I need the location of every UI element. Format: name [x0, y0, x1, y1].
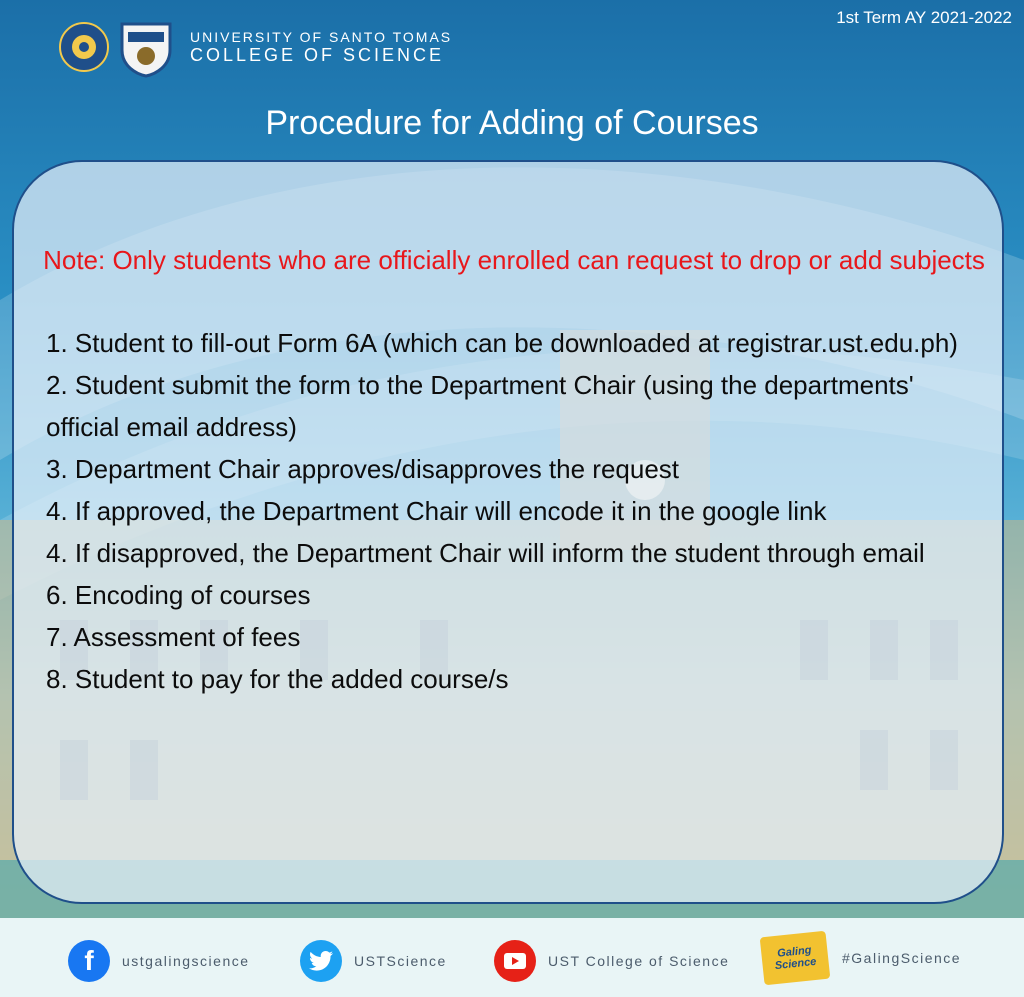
step-item: 7. Assessment of fees: [46, 622, 301, 652]
hashtag: #GalingScience: [842, 950, 962, 966]
twitter-link[interactable]: [300, 940, 447, 982]
step-item: 4. If approved, the Department Chair will encode it in the google link: [46, 496, 827, 526]
step-item: 8. Student to pay for the added course/s: [46, 664, 509, 694]
step-item: 2. Student submit the form to the Department Chair (using the departments' official email address): [46, 370, 914, 442]
twitter-icon: [300, 940, 342, 982]
youtube-icon: [494, 940, 536, 982]
twitter-handle: USTScience: [354, 953, 447, 969]
step-item: 3. Department Chair approves/disapproves the request: [46, 454, 680, 484]
badge-line-1: Galing: [776, 944, 813, 960]
college-name: [190, 29, 452, 66]
university-name: UNIVERSITY OF SANTO TOMAS: [190, 28, 453, 45]
youtube-link[interactable]: [494, 940, 729, 982]
college-name-text: COLLEGE OF SCIENCE: [190, 44, 445, 65]
facebook-icon: f: [68, 940, 110, 982]
header-logos: [58, 16, 452, 78]
hashtag-group: [762, 934, 961, 982]
college-shield-icon: [116, 16, 176, 78]
youtube-channel: UST College of Science: [548, 953, 730, 969]
facebook-handle: ustgalingscience: [122, 953, 250, 969]
badge-line-2: Science: [774, 955, 817, 973]
step-item: 1. Student to fill-out Form 6A (which can be downloaded at registrar.ust.edu.ph): [46, 328, 958, 358]
enrollment-note: Note: Only students who are officially enrolled can request to drop or add subjects: [43, 245, 985, 275]
page-title: Procedure for Adding of Courses: [265, 104, 759, 142]
term-label: 1st Term AY 2021-2022: [836, 8, 1012, 27]
step-item: 6. Encoding of courses: [46, 580, 311, 610]
facebook-link[interactable]: [68, 940, 250, 982]
galing-science-badge: [760, 931, 831, 986]
procedure-steps: [46, 322, 976, 700]
university-seal-icon: [58, 21, 110, 73]
step-item: 4. If disapproved, the Department Chair will inform the student through email: [46, 538, 925, 568]
